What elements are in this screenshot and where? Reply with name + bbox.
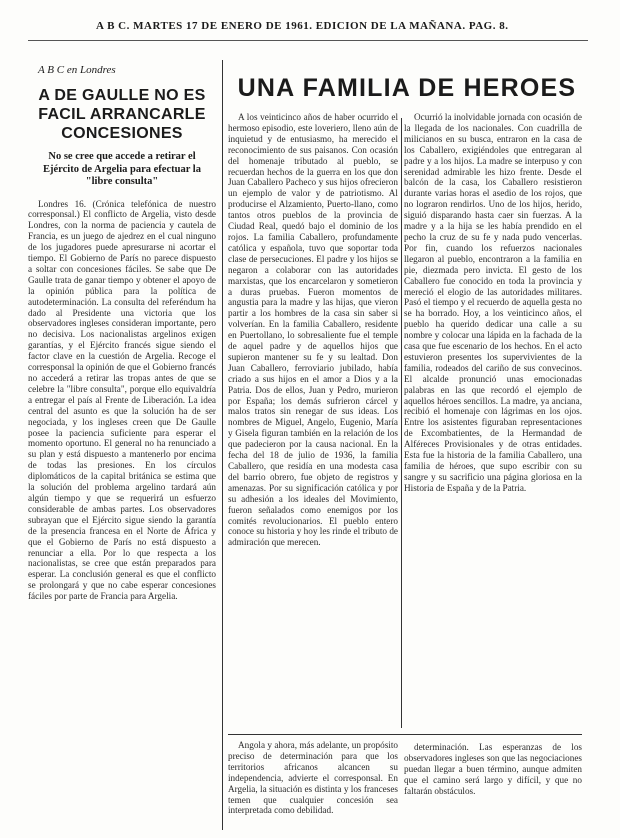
article-end-rule bbox=[228, 734, 582, 735]
main-article-column-a bbox=[228, 112, 398, 732]
bottom-fragment-a-body bbox=[228, 740, 398, 816]
main-article-headline: UNA FAMILIA DE HEROES bbox=[237, 74, 577, 102]
header-rule bbox=[28, 40, 588, 41]
section-label: A B C en Londres bbox=[38, 64, 116, 76]
bottom-fragment-b-body bbox=[404, 742, 582, 797]
column-divider bbox=[401, 118, 402, 728]
page-header: A B C. MARTES 17 DE ENERO DE 1961. EDICION DE LA MAÑANA. PAG. 8. bbox=[96, 20, 509, 32]
main-article-body-b bbox=[404, 112, 582, 494]
main-article-text-b: Ocurrió la inolvidable jornada con ocasión de la llegada de los nacionales. Con cuadrilla de milicianos en su busca, entraron en la casa de los Caballero, exigiéndoles que entregaran al padre y a los hijos. La madre se interpuso y con serenidad admirable les hizo frente. Desde el balcón de la casa, los Caballero resistieron durante varias horas el asedio de los rojos, que no lograron rendirlos. Uno de los hijos, herido, siguió disparando hasta caer sin fuerzas. A la madre y a la hija se les había prendido en el pecho la cruz de su fe y nada pudo vencerlas. Por fin, cuando los refuerzos nacionales llegaron al pueblo, encontraron a la familia en pie, diezmada pero invicta. El gesto de los Caballero fue conocido en toda la provincia y mereció el elogio de las autoridades militares. Pasó el tiempo y el recuerdo de aquella gesta no se ha borrado. Hoy, a los veinticinco años, el pueblo ha querido dedicar una calle a su nombre y colocar una lápida en la fachada de la casa que fue escenario de los hechos. En el acto estuvieron presentes los supervivientes de la familia, rodeados del cariño de sus convecinos. El alcalde pronunció unas emocionadas palabras en las que recordó el ejemplo de aquellos héroes sencillos. La madre, ya anciana, recibió el homenaje con lágrimas en los ojos. Entre los asistentes figuraban representaciones de Excombatientes, de la Hermandad de Alféreces Provisionales y de otras entidades. Esta fue la historia de la familia Caballero, una familia de héroes, que supo escribir con su sangre y su sacrificio una página gloriosa en la Historia de España y de la Patria. bbox=[404, 112, 582, 493]
main-article-body-a bbox=[228, 112, 398, 548]
main-article-text-a: A los veinticinco años de haber ocurrido el hermoso episodio, este loveriero, lleno aún de inquietud y de entusiasmo, ha merecido el reconocimiento de sus paisanos. Con ocasión del homenaje tributado al pueblo, se recuerdan hechos de la guerra en los que don Juan Caballero Pacheco y sus hijos ofrecieron un ejemplo de valor y de patriotismo. Al producirse el Alzamiento, Puerto-llano, como tantos otros pueblos de la provincia de Ciudad Real, quedó bajo el dominio de los rojos. La familia Caballero, profundamente católica y española, tuvo que soportar toda clase de persecuciones. El padre y los hijos se negaron a colaborar con las autoridades marxistas, que los encarcelaron y sometieron a duras pruebas. Fueron momentos de angustia para la madre y las hijas, que vieron partir a los hombres de la casa sin saber si volverían. En la familia Caballero, residente en Puertollano, lo sobresaliente fue el temple de aquel padre y de aquellos hijos que supieron mantener su fe y su lealtad. Don Juan Caballero, ferroviario jubilado, había criado a sus hijos en el amor a Dios y a la Patria. Dos de ellos, Juan y Pedro, murieron por España; los demás sufrieron cárcel y malos tratos sin renegar de sus ideas. Los nombres de Miguel, Angelo, Eugenio, María y Gisela figuran también en la relación de los que padecieron por la causa nacional. En la fecha del 18 de julio de 1936, la familia Caballero, que residía en una modesta casa del barrio obrero, fue objeto de registros y amenazas. Por su significación católica y por su adhesión a los ideales del Movimiento, fueron señalados como enemigos por los comités revolucionarios. El pueblo entero conoce su historia y hoy les rinde el tributo de admiración que merecen. bbox=[228, 112, 398, 548]
left-article bbox=[28, 82, 216, 822]
main-article-column-b bbox=[404, 112, 582, 732]
bottom-fragment-a bbox=[228, 740, 398, 832]
bottom-fragment-b-text: determinación. Las esperanzas de los observadores ingleses son que las negociaciones puedan llegar a buen término, aunque admiten que el camino será largo y difícil, y que no faltarán obstáculos. bbox=[404, 742, 582, 796]
left-article-text: Londres 16. (Crónica telefónica de nuestro corresponsal.) El conflicto de Argelia, visto desde Londres, con la norma de paciencia y cautela de Francia, es un juego de ajedrez en el cual ninguno de los jugadores puede apresurarse ni acortar el tiempo. El Gobierno de París no parece dispuesto a soltar con concesiones fáciles. Se sabe que De Gaulle trata de ganar tiempo y obtener el apoyo de la opinión pública para la política de autodeterminación. La consulta del referéndum ha dado al Presidente una victoria que los observadores ingleses consideran importante, pero no decisiva. Los nacionalistas argelinos exigen garantías, y el Ejército francés sigue siendo el factor clave en la cuestión de Argelia. Recoge el corresponsal la opinión de que el Gobierno francés no accederá a retirar las tropas antes de que se celebre la "libre consulta", porque ello equivaldría a entregar el país al Frente de Liberación. La idea central del asunto es que la solución ha de ser negociada, y los ingleses creen que De Gaulle posee la paciencia suficiente para esperar el momento oportuno. El general no ha renunciado a su plan y está dispuesto a mantenerlo por encima de todas las presiones. En los círculos diplomáticos de la capital británica se estima que la solución del problema argelino tardará aún algún tiempo y que se requerirá un esfuerzo considerable de ambas partes. Los observadores subrayan que el Ejército sigue siendo la garantía de la presencia francesa en el Norte de África y que el Gobierno de París no está dispuesto a renunciar a ella. Por lo que respecta a los nacionalistas, se cree que están preparados para esperar. La conclusión general es que el conflicto se prolongará y que no cabe esperar concesiones fáciles por parte de Francia para Argelia. bbox=[28, 198, 216, 602]
column-divider bbox=[222, 60, 223, 830]
left-article-subhead: No se cree que accede a retirar el Ejército de Argelia para efectuar la "libre consulta" bbox=[43, 151, 201, 187]
left-article-body bbox=[28, 199, 216, 603]
left-article-headline: A DE GAULLE NO ES FACIL ARRANCARLE CONCESIONES bbox=[38, 87, 206, 142]
bottom-fragment-b bbox=[404, 742, 582, 832]
bottom-fragment-a-text: Angola y ahora, más adelante, un propósito preciso de determinación para que los territorios africanos alcancen su independencia, advierte el corresponsal. En Argelia, la situación es distinta y los franceses temen que cualquier concesión sea interpretada como debilidad. bbox=[228, 740, 398, 816]
